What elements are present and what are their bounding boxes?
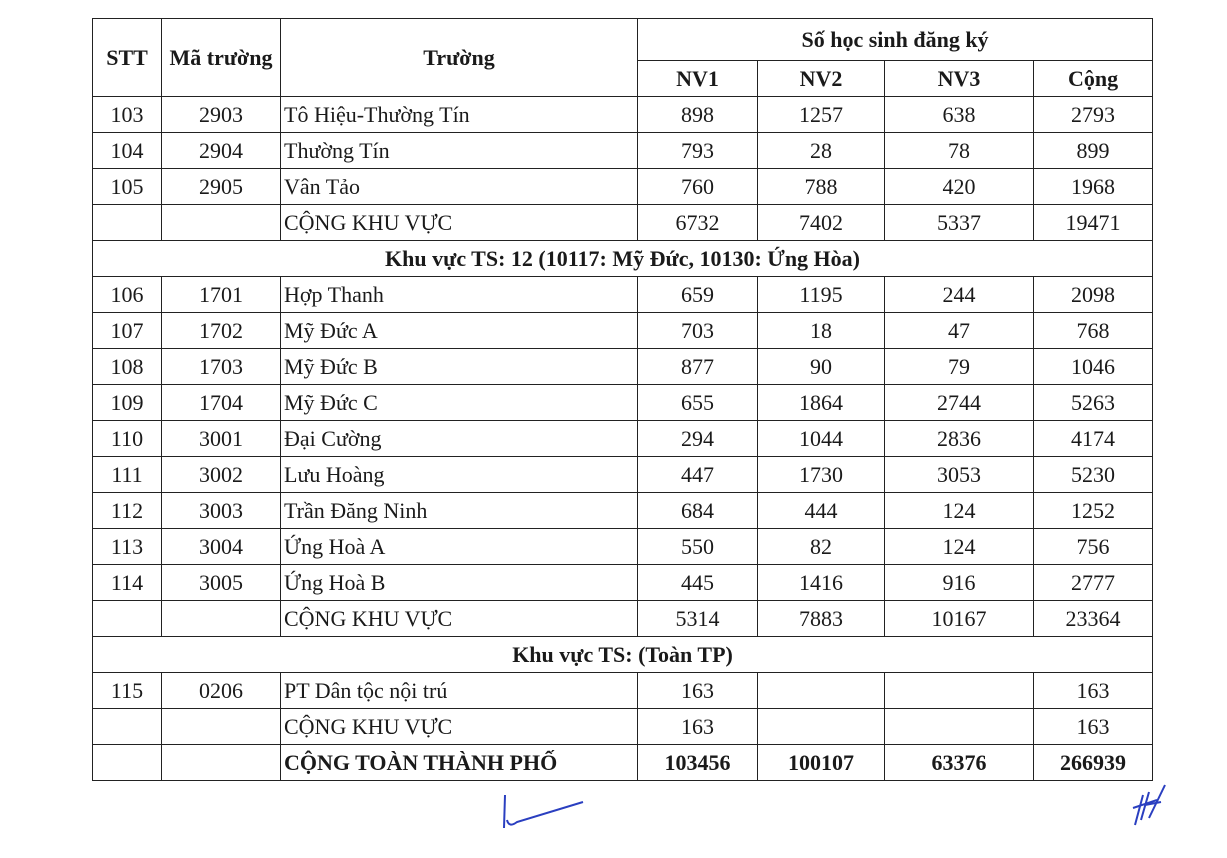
cell-nv2 (758, 673, 885, 709)
cell-cong: 163 (1034, 709, 1153, 745)
cell-stt: 103 (93, 97, 162, 133)
cell-truong: Vân Tảo (281, 169, 638, 205)
cell-stt: 109 (93, 385, 162, 421)
cell-nv1: 103456 (638, 745, 758, 781)
cell-nv1: 760 (638, 169, 758, 205)
cell-stt: 105 (93, 169, 162, 205)
grand-total-row (93, 745, 1153, 781)
cell-nv3: 244 (885, 277, 1034, 313)
cell-cong: 23364 (1034, 601, 1153, 637)
cell-nv3: 5337 (885, 205, 1034, 241)
cell-stt: 112 (93, 493, 162, 529)
section-title: Khu vực TS: (Toàn TP) (93, 637, 1153, 673)
cell-nv3: 78 (885, 133, 1034, 169)
cell-nv2: 18 (758, 313, 885, 349)
cell-nv3: 420 (885, 169, 1034, 205)
cell-ma-truong: 3004 (162, 529, 281, 565)
cell-nv3: 916 (885, 565, 1034, 601)
cell-cong: 1252 (1034, 493, 1153, 529)
cell-cong: 163 (1034, 673, 1153, 709)
cell-nv2: 1416 (758, 565, 885, 601)
cell-ma-truong (162, 709, 281, 745)
cell-stt (93, 205, 162, 241)
cell-nv3: 638 (885, 97, 1034, 133)
table-row (93, 493, 1153, 529)
cell-stt: 108 (93, 349, 162, 385)
cell-nv3: 124 (885, 529, 1034, 565)
cell-nv1: 5314 (638, 601, 758, 637)
cell-ma-truong (162, 745, 281, 781)
table-row (93, 133, 1153, 169)
registration-table (92, 18, 1153, 781)
subtotal-row (93, 601, 1153, 637)
cell-nv3: 63376 (885, 745, 1034, 781)
header-cong: Cộng (1034, 61, 1153, 97)
header-nv2: NV2 (758, 61, 885, 97)
cell-nv3: 10167 (885, 601, 1034, 637)
cell-nv3: 47 (885, 313, 1034, 349)
table-row (93, 349, 1153, 385)
cell-nv2: 100107 (758, 745, 885, 781)
cell-nv2: 1257 (758, 97, 885, 133)
cell-truong: CỘNG KHU VỰC (281, 709, 638, 745)
table-row (93, 565, 1153, 601)
cell-nv1: 684 (638, 493, 758, 529)
cell-truong: Tô Hiệu-Thường Tín (281, 97, 638, 133)
section-row (93, 637, 1153, 673)
cell-nv2 (758, 709, 885, 745)
cell-truong: Đại Cường (281, 421, 638, 457)
cell-nv2: 1864 (758, 385, 885, 421)
cell-nv1: 655 (638, 385, 758, 421)
cell-cong: 2098 (1034, 277, 1153, 313)
cell-cong: 5230 (1034, 457, 1153, 493)
cell-ma-truong: 3001 (162, 421, 281, 457)
cell-nv1: 447 (638, 457, 758, 493)
cell-cong: 1046 (1034, 349, 1153, 385)
table-row (93, 97, 1153, 133)
cell-nv3: 124 (885, 493, 1034, 529)
cell-stt: 104 (93, 133, 162, 169)
section-row (93, 241, 1153, 277)
cell-truong: Trần Đăng Ninh (281, 493, 638, 529)
cell-nv1: 703 (638, 313, 758, 349)
cell-ma-truong: 1701 (162, 277, 281, 313)
cell-stt: 110 (93, 421, 162, 457)
cell-stt: 111 (93, 457, 162, 493)
table-row (93, 673, 1153, 709)
table-row (93, 457, 1153, 493)
cell-stt: 106 (93, 277, 162, 313)
cell-nv2: 90 (758, 349, 885, 385)
cell-cong: 768 (1034, 313, 1153, 349)
cell-truong: Hợp Thanh (281, 277, 638, 313)
cell-ma-truong: 2904 (162, 133, 281, 169)
cell-nv1: 550 (638, 529, 758, 565)
cell-cong: 2777 (1034, 565, 1153, 601)
cell-stt: 115 (93, 673, 162, 709)
subtotal-row (93, 709, 1153, 745)
section-title: Khu vực TS: 12 (10117: Mỹ Đức, 10130: Ứng Hòa) (93, 241, 1153, 277)
header-truong: Trường (281, 19, 638, 97)
cell-stt: 107 (93, 313, 162, 349)
cell-nv1: 163 (638, 673, 758, 709)
cell-nv1: 294 (638, 421, 758, 457)
cell-stt (93, 601, 162, 637)
cell-nv1: 163 (638, 709, 758, 745)
cell-stt (93, 745, 162, 781)
cell-nv3: 2744 (885, 385, 1034, 421)
cell-ma-truong: 3005 (162, 565, 281, 601)
header-nv3: NV3 (885, 61, 1034, 97)
cell-truong: Ứng Hoà B (281, 565, 638, 601)
cell-nv2: 444 (758, 493, 885, 529)
cell-stt (93, 709, 162, 745)
cell-nv2: 28 (758, 133, 885, 169)
cell-nv1: 6732 (638, 205, 758, 241)
table-row (93, 169, 1153, 205)
signature-left (495, 790, 595, 835)
cell-cong: 4174 (1034, 421, 1153, 457)
cell-truong: CỘNG TOÀN THÀNH PHỐ (281, 745, 638, 781)
cell-nv2: 82 (758, 529, 885, 565)
cell-ma-truong: 3002 (162, 457, 281, 493)
cell-truong: Mỹ Đức B (281, 349, 638, 385)
cell-cong: 2793 (1034, 97, 1153, 133)
cell-nv1: 898 (638, 97, 758, 133)
cell-truong: Thường Tín (281, 133, 638, 169)
cell-truong: Ứng Hoà A (281, 529, 638, 565)
cell-stt: 114 (93, 565, 162, 601)
table-row (93, 313, 1153, 349)
header-stt: STT (93, 19, 162, 97)
cell-truong: CỘNG KHU VỰC (281, 205, 638, 241)
cell-nv3 (885, 673, 1034, 709)
cell-cong: 5263 (1034, 385, 1153, 421)
cell-cong: 756 (1034, 529, 1153, 565)
cell-cong: 1968 (1034, 169, 1153, 205)
cell-ma-truong: 3003 (162, 493, 281, 529)
header-ma-truong: Mã trường (162, 19, 281, 97)
cell-nv2: 1044 (758, 421, 885, 457)
table-row (93, 529, 1153, 565)
signature-right (1125, 780, 1175, 830)
cell-nv3: 79 (885, 349, 1034, 385)
header-nv1: NV1 (638, 61, 758, 97)
table-row (93, 385, 1153, 421)
cell-nv2: 1195 (758, 277, 885, 313)
cell-nv3: 2836 (885, 421, 1034, 457)
cell-truong: PT Dân tộc nội trú (281, 673, 638, 709)
cell-nv3: 3053 (885, 457, 1034, 493)
cell-ma-truong (162, 205, 281, 241)
cell-nv1: 445 (638, 565, 758, 601)
cell-ma-truong: 2905 (162, 169, 281, 205)
table-row (93, 421, 1153, 457)
cell-cong: 899 (1034, 133, 1153, 169)
cell-ma-truong: 0206 (162, 673, 281, 709)
cell-cong: 19471 (1034, 205, 1153, 241)
cell-ma-truong: 1704 (162, 385, 281, 421)
header-group: Số học sinh đăng ký (638, 19, 1153, 61)
cell-nv1: 659 (638, 277, 758, 313)
cell-nv2: 7402 (758, 205, 885, 241)
cell-ma-truong: 2903 (162, 97, 281, 133)
cell-stt: 113 (93, 529, 162, 565)
cell-nv2: 788 (758, 169, 885, 205)
cell-truong: Mỹ Đức C (281, 385, 638, 421)
cell-ma-truong (162, 601, 281, 637)
cell-truong: CỘNG KHU VỰC (281, 601, 638, 637)
cell-nv1: 793 (638, 133, 758, 169)
subtotal-row (93, 205, 1153, 241)
table-row (93, 277, 1153, 313)
cell-truong: Lưu Hoàng (281, 457, 638, 493)
cell-ma-truong: 1703 (162, 349, 281, 385)
cell-nv3 (885, 709, 1034, 745)
cell-truong: Mỹ Đức A (281, 313, 638, 349)
cell-nv1: 877 (638, 349, 758, 385)
cell-ma-truong: 1702 (162, 313, 281, 349)
cell-nv2: 1730 (758, 457, 885, 493)
cell-cong: 266939 (1034, 745, 1153, 781)
table-body (93, 97, 1153, 781)
cell-nv2: 7883 (758, 601, 885, 637)
